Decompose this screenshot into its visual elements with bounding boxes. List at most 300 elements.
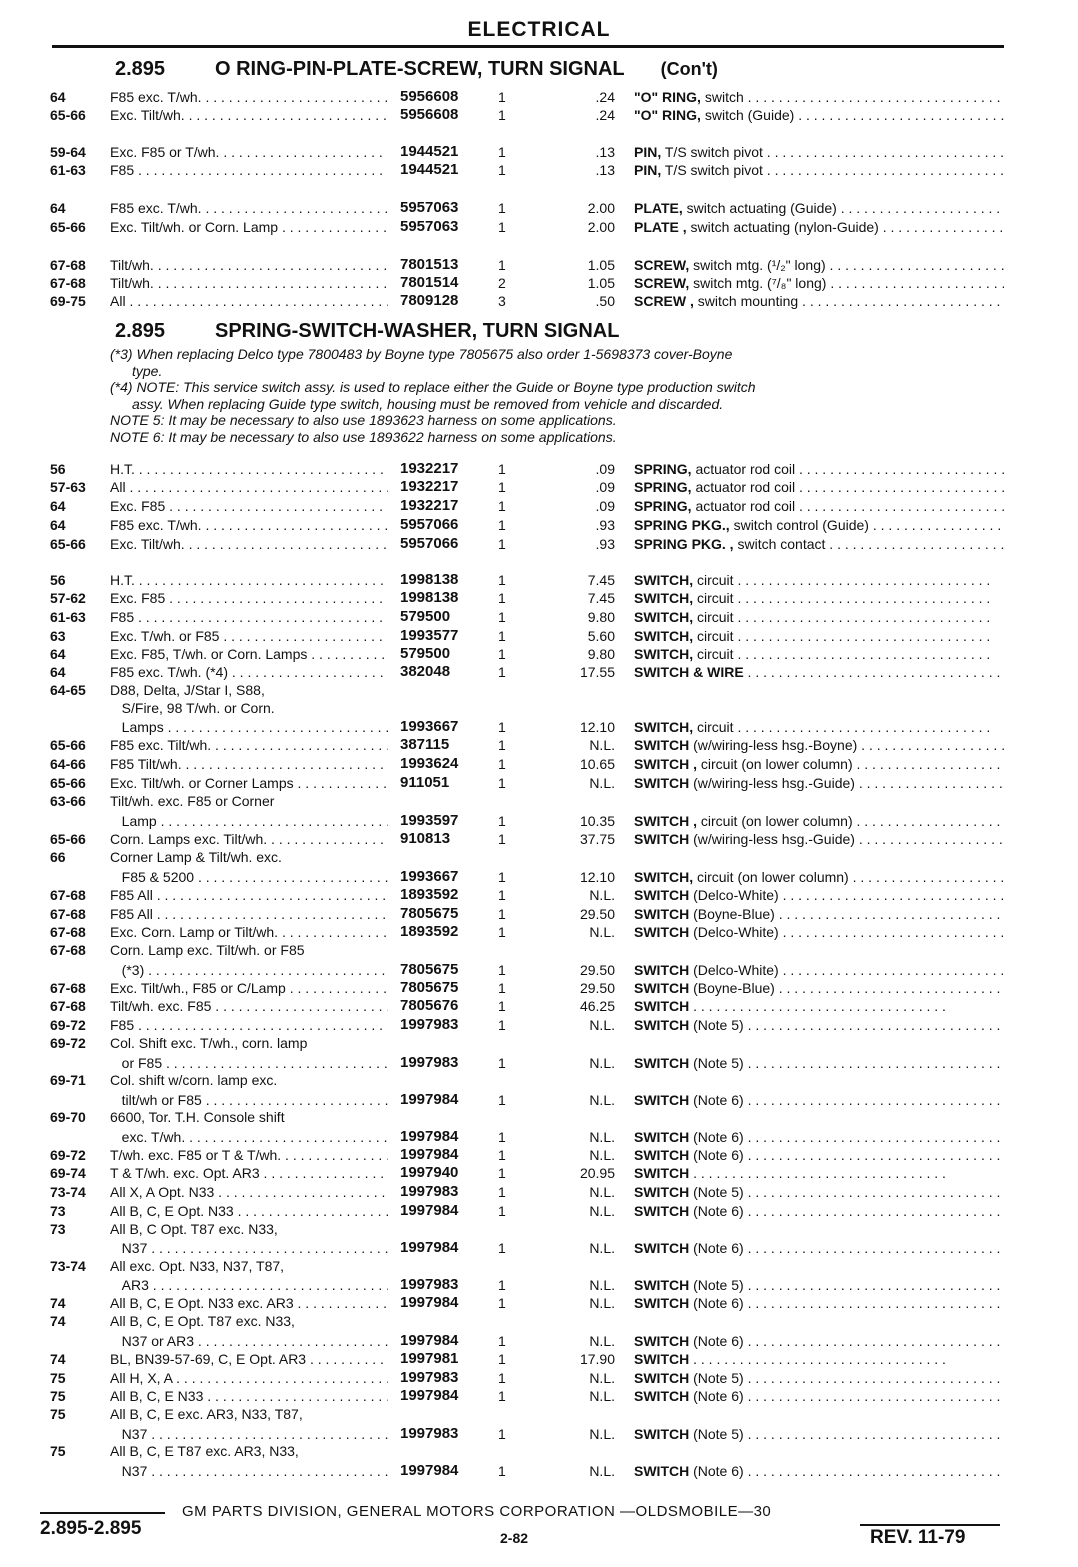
application: All B, C, E Opt. N33 . . . xyxy=(110,1202,388,1220)
model-year: 69-72 xyxy=(50,1017,86,1033)
table-row xyxy=(0,1202,1078,1220)
description-name: SWITCH, xyxy=(634,719,694,735)
application: F85 All . . . xyxy=(110,886,388,904)
footer-rule xyxy=(860,1524,1000,1526)
description-name: SWITCH xyxy=(634,775,690,791)
description-name: PIN, xyxy=(634,162,662,178)
section-title: SPRING-SWITCH-WASHER, TURN SIGNAL xyxy=(215,320,620,342)
description-name: SWITCH xyxy=(634,831,690,847)
description xyxy=(634,589,1004,607)
quantity: 1 xyxy=(498,89,506,105)
part-number: 1993667 xyxy=(400,718,459,735)
description-detail: (Delco-White) xyxy=(689,887,779,903)
model-year: 74 xyxy=(50,1351,66,1367)
description-name: SWITCH xyxy=(634,1277,690,1293)
price: 7.45 xyxy=(587,590,615,606)
table-row xyxy=(0,608,1078,626)
price: N.L. xyxy=(589,1295,615,1311)
table-row xyxy=(0,535,1078,553)
model-year: 74 xyxy=(50,1313,66,1329)
application: N37 . . . xyxy=(110,1239,388,1257)
description-name: SWITCH xyxy=(634,906,690,922)
model-year: 75 xyxy=(50,1443,66,1459)
description-detail: (w/wiring-less hsg.-Guide) xyxy=(689,831,855,847)
price: .13 xyxy=(595,144,615,160)
table-row xyxy=(0,1442,1078,1460)
model-year: 63 xyxy=(50,628,66,644)
model-year: 57-63 xyxy=(50,479,86,495)
description xyxy=(634,979,1004,997)
description-detail: circuit (on lower column) xyxy=(697,756,853,772)
part-number: 1997984 xyxy=(400,1387,459,1404)
section-heading-oring xyxy=(115,58,718,81)
quantity: 1 xyxy=(498,962,506,978)
model-year: 69-72 xyxy=(50,1147,86,1163)
description-detail: (Note 5) xyxy=(689,1370,744,1386)
description-detail: circuit (on lower column) xyxy=(697,813,853,829)
table-row xyxy=(0,645,1078,663)
description xyxy=(634,868,1004,886)
description-detail: (Delco-White) xyxy=(689,962,779,978)
note-line: assy. When replacing Guide type switch, housing must be removed from vehicle and discarded. xyxy=(132,395,724,412)
table-row xyxy=(0,199,1078,217)
description xyxy=(634,645,1004,663)
description-name: SWITCH xyxy=(634,962,690,978)
application: H.T. . . . xyxy=(110,460,388,478)
table-row xyxy=(0,1034,1078,1052)
price: 10.35 xyxy=(579,813,615,829)
section-heading-spring-switch xyxy=(115,320,619,343)
description-detail: switch mtg. (¹/₂" long) xyxy=(689,257,826,273)
description-name: SPRING, xyxy=(634,498,692,514)
part-number: 1944521 xyxy=(400,161,459,178)
application: F85 exc. Tilt/wh. . . . xyxy=(110,736,388,754)
table-row xyxy=(0,1108,1078,1126)
section-number: 2.895 xyxy=(115,320,166,342)
description-name: SWITCH, xyxy=(634,869,694,885)
description-name: SWITCH, xyxy=(634,628,694,644)
table-row xyxy=(0,1369,1078,1387)
description xyxy=(634,1350,1004,1368)
description-name: SCREW , xyxy=(634,293,694,309)
price: 9.80 xyxy=(587,646,615,662)
part-number: 1997981 xyxy=(400,1350,459,1367)
quantity: 1 xyxy=(498,200,506,216)
table-row xyxy=(0,627,1078,645)
quantity: 1 xyxy=(498,479,506,495)
description-name: SWITCH xyxy=(634,1017,690,1033)
description-detail: switch xyxy=(700,89,744,105)
model-year: 67-68 xyxy=(50,257,86,273)
table-row xyxy=(0,718,1078,736)
model-year: 67-68 xyxy=(50,924,86,940)
table-row xyxy=(0,106,1078,124)
model-year: 67-68 xyxy=(50,887,86,903)
model-year: 56 xyxy=(50,461,66,477)
table-row xyxy=(0,1462,1078,1480)
part-number: 1993624 xyxy=(400,755,459,772)
part-number: 1998138 xyxy=(400,571,459,588)
price: N.L. xyxy=(589,1426,615,1442)
part-number: 1997984 xyxy=(400,1202,459,1219)
model-year: 75 xyxy=(50,1406,66,1422)
part-number: 5957063 xyxy=(400,218,459,235)
quantity: 1 xyxy=(498,887,506,903)
part-number: 7809128 xyxy=(400,292,459,309)
description xyxy=(634,460,1004,478)
price: 12.10 xyxy=(579,719,615,735)
application: All B, C, E Opt. T87 exc. N33, xyxy=(110,1313,295,1329)
quantity: 1 xyxy=(498,998,506,1014)
description-name: SWITCH xyxy=(634,1388,690,1404)
description-detail: circuit xyxy=(693,590,734,606)
description xyxy=(634,218,1004,236)
table-row xyxy=(0,1220,1078,1238)
table-row xyxy=(0,961,1078,979)
price: N.L. xyxy=(589,1277,615,1293)
description-name: SWITCH xyxy=(634,1165,690,1181)
part-number: 7805675 xyxy=(400,979,459,996)
table-row xyxy=(0,886,1078,904)
description-detail: circuit (on lower column) xyxy=(693,869,849,885)
description xyxy=(634,627,1004,645)
model-year: 65-66 xyxy=(50,107,86,123)
price: 37.75 xyxy=(579,831,615,847)
model-year: 63-66 xyxy=(50,793,86,809)
model-year: 64 xyxy=(50,517,66,533)
part-number: 579500 xyxy=(400,608,451,625)
description xyxy=(634,1091,1004,1109)
model-year: 67-68 xyxy=(50,275,86,291)
application: Corn. Lamp exc. Tilt/wh. or F85 xyxy=(110,942,305,958)
part-number: 910813 xyxy=(400,830,451,847)
model-year: 65-66 xyxy=(50,536,86,552)
description-detail: (Note 6) xyxy=(689,1129,744,1145)
quantity: 1 xyxy=(498,498,506,514)
quantity: 1 xyxy=(498,1351,506,1367)
part-number: 1997983 xyxy=(400,1183,459,1200)
description xyxy=(634,535,1004,553)
description xyxy=(634,1183,1004,1201)
quantity: 1 xyxy=(498,737,506,753)
part-number: 5957066 xyxy=(400,535,459,552)
part-number: 1932217 xyxy=(400,497,459,514)
description-name: SWITCH , xyxy=(634,813,697,829)
description xyxy=(634,199,1004,217)
application: All B, C Opt. T87 exc. N33, xyxy=(110,1221,278,1237)
part-number: 1993577 xyxy=(400,627,459,644)
description-name: SWITCH xyxy=(634,1426,690,1442)
price: N.L. xyxy=(589,1184,615,1200)
table-row xyxy=(0,1257,1078,1275)
quantity: 1 xyxy=(498,1277,506,1293)
model-year: 73-74 xyxy=(50,1184,86,1200)
model-year: 64 xyxy=(50,664,66,680)
quantity: 1 xyxy=(498,1370,506,1386)
price: .24 xyxy=(595,89,615,105)
table-row xyxy=(0,256,1078,274)
price: N.L. xyxy=(589,1017,615,1033)
description-name: SWITCH, xyxy=(634,609,694,625)
table-row xyxy=(0,1387,1078,1405)
description-detail: (Delco-White) xyxy=(689,924,779,940)
description-name: SCREW, xyxy=(634,257,690,273)
part-number: 579500 xyxy=(400,645,451,662)
model-year: 75 xyxy=(50,1388,66,1404)
description xyxy=(634,1387,1004,1405)
model-year: 69-70 xyxy=(50,1109,86,1125)
application: F85 exc. T/wh. (*4) . . . xyxy=(110,663,388,681)
table-row xyxy=(0,1312,1078,1330)
description-name: SWITCH xyxy=(634,1055,690,1071)
part-number: 1997984 xyxy=(400,1146,459,1163)
part-number: 1997984 xyxy=(400,1091,459,1108)
price: .13 xyxy=(595,162,615,178)
quantity: 1 xyxy=(498,461,506,477)
model-year: 64-66 xyxy=(50,756,86,772)
price: 17.55 xyxy=(579,664,615,680)
application: Exc. F85 or T/wh. . . . xyxy=(110,143,388,161)
application: Exc. F85 . . . xyxy=(110,497,388,515)
description-name: SWITCH xyxy=(634,1184,690,1200)
description-detail: T/S switch pivot xyxy=(661,162,763,178)
application: All H, X, A . . . xyxy=(110,1369,388,1387)
table-row xyxy=(0,663,1078,681)
price: .09 xyxy=(595,461,615,477)
price: 29.50 xyxy=(579,962,615,978)
note-line: (*3) When replacing Delco type 7800483 by Boyne type 7805675 also order 1-5698373 cover-Boyne xyxy=(110,346,733,362)
table-row xyxy=(0,1146,1078,1164)
description-name: SPRING PKG., xyxy=(634,517,730,533)
description xyxy=(634,478,1004,496)
table-row xyxy=(0,516,1078,534)
model-year: 65-66 xyxy=(50,219,86,235)
description-detail: (Note 5) xyxy=(689,1184,744,1200)
application: T/wh. exc. F85 or T & T/wh. . . . xyxy=(110,1146,388,1164)
description-name: SWITCH xyxy=(634,1351,690,1367)
part-number: 7805675 xyxy=(400,905,459,922)
part-number: 7801513 xyxy=(400,256,459,273)
table-row xyxy=(0,1405,1078,1423)
application: All . . . xyxy=(110,292,388,310)
description xyxy=(634,1016,1004,1034)
part-number: 1997983 xyxy=(400,1276,459,1293)
application: All B, C, E Opt. N33 exc. AR3 . . . xyxy=(110,1294,388,1312)
quantity: 1 xyxy=(498,1184,506,1200)
description-detail: circuit xyxy=(693,646,734,662)
application: All B, C, E N33 . . . xyxy=(110,1387,388,1405)
description xyxy=(634,718,1004,736)
description-name: SPRING, xyxy=(634,461,692,477)
part-number: 1893592 xyxy=(400,923,459,940)
price: .09 xyxy=(595,498,615,514)
description-detail: (Note 6) xyxy=(689,1333,744,1349)
table-row xyxy=(0,88,1078,106)
application: or F85 . . . xyxy=(110,1054,388,1072)
quantity: 1 xyxy=(498,572,506,588)
table-row xyxy=(0,1350,1078,1368)
description xyxy=(634,905,1004,923)
description xyxy=(634,923,1004,941)
application: tilt/wh or F85 . . . xyxy=(110,1091,388,1109)
price: 46.25 xyxy=(579,998,615,1014)
table-row xyxy=(0,681,1078,699)
price: N.L. xyxy=(589,1370,615,1386)
model-year: 66 xyxy=(50,849,66,865)
description xyxy=(634,830,1004,848)
part-number: 1998138 xyxy=(400,589,459,606)
quantity: 1 xyxy=(498,1055,506,1071)
description-detail: (w/wiring-less hsg.-Boyne) xyxy=(689,737,858,753)
quantity: 1 xyxy=(498,1203,506,1219)
model-year: 65-66 xyxy=(50,737,86,753)
part-number: 1993597 xyxy=(400,812,459,829)
description xyxy=(634,961,1004,979)
application: F85 exc. T/wh. . . . xyxy=(110,199,388,217)
description-name: SWITCH xyxy=(634,1295,690,1311)
quantity: 1 xyxy=(498,1017,506,1033)
price: .93 xyxy=(595,517,615,533)
price: N.L. xyxy=(589,1463,615,1479)
part-number: 387115 xyxy=(400,736,450,753)
table-row xyxy=(0,1091,1078,1109)
table-row xyxy=(0,143,1078,161)
table-row xyxy=(0,161,1078,179)
part-number: 1997983 xyxy=(400,1054,459,1071)
model-year: 57-62 xyxy=(50,590,86,606)
quantity: 1 xyxy=(498,980,506,996)
model-year: 69-75 xyxy=(50,293,86,309)
price: 9.80 xyxy=(587,609,615,625)
application: exc. T/wh. . . . xyxy=(110,1128,388,1146)
description-name: "O" RING, xyxy=(634,107,701,123)
price: .93 xyxy=(595,536,615,552)
part-number: 5956608 xyxy=(400,88,459,105)
application: Lamp . . . xyxy=(110,812,388,830)
table-row xyxy=(0,812,1078,830)
quantity: 1 xyxy=(498,646,506,662)
quantity: 1 xyxy=(498,536,506,552)
application: Exc. Tilt/wh. . . . xyxy=(110,106,388,124)
description-name: SWITCH, xyxy=(634,646,694,662)
table-row xyxy=(0,941,1078,959)
model-year: 64 xyxy=(50,89,66,105)
description-name: SWITCH xyxy=(634,924,690,940)
application: F85 . . . xyxy=(110,608,388,626)
quantity: 1 xyxy=(498,869,506,885)
description-name: SWITCH xyxy=(634,1370,690,1386)
description-name: SWITCH xyxy=(634,1147,690,1163)
description xyxy=(634,143,1004,161)
application: H.T. . . . xyxy=(110,571,388,589)
quantity: 1 xyxy=(498,144,506,160)
notes-block xyxy=(110,346,1010,445)
price: 29.50 xyxy=(579,906,615,922)
description-name: SWITCH xyxy=(634,887,690,903)
part-number: 1997983 xyxy=(400,1016,459,1033)
description-name: SWITCH & WIRE xyxy=(634,664,744,680)
model-year: 73 xyxy=(50,1221,66,1237)
table-row xyxy=(0,848,1078,866)
note-line: (*4) NOTE: This service switch assy. is used to replace either the Guide or Boyne type production switch xyxy=(110,379,756,395)
description xyxy=(634,1054,1004,1072)
part-number: 1997984 xyxy=(400,1332,459,1349)
description-name: SWITCH xyxy=(634,980,690,996)
description-detail: switch (Guide) xyxy=(700,107,795,123)
quantity: 1 xyxy=(498,1165,506,1181)
description-name: PLATE , xyxy=(634,219,687,235)
application: Tilt/wh. . . . xyxy=(110,256,388,274)
description xyxy=(634,1276,1004,1294)
quantity: 1 xyxy=(498,813,506,829)
model-year: 73-74 xyxy=(50,1258,86,1274)
description-name: PIN, xyxy=(634,144,662,160)
description xyxy=(634,1425,1004,1443)
note-line: NOTE 5: It may be necessary to also use 1893623 harness on some applications. xyxy=(110,412,617,428)
table-row xyxy=(0,736,1078,754)
model-year: 69-72 xyxy=(50,1035,86,1051)
quantity: 1 xyxy=(498,590,506,606)
application: Corn. Lamps exc. Tilt/wh. . . . xyxy=(110,830,388,848)
application: Exc. Corn. Lamp or Tilt/wh. . . . xyxy=(110,923,388,941)
part-number: 1997940 xyxy=(400,1164,459,1181)
description xyxy=(634,571,1004,589)
price: .24 xyxy=(595,107,615,123)
description-detail: switch control (Guide) xyxy=(729,517,869,533)
quantity: 1 xyxy=(498,1388,506,1404)
price: 5.60 xyxy=(587,628,615,644)
description-detail: actuator rod coil xyxy=(691,479,796,495)
part-number: 7801514 xyxy=(400,274,459,291)
application: Corner Lamp & Tilt/wh. exc. xyxy=(110,849,282,865)
note-line: NOTE 6: It may be necessary to also use 1893622 harness on some applications. xyxy=(110,428,617,445)
application: Exc. Tilt/wh. or Corner Lamps . . . xyxy=(110,774,388,792)
description xyxy=(634,497,1004,515)
part-number: 1893592 xyxy=(400,886,459,903)
description-name: SWITCH xyxy=(634,1129,690,1145)
price: N.L. xyxy=(589,1092,615,1108)
quantity: 1 xyxy=(498,831,506,847)
table-row xyxy=(0,1054,1078,1072)
model-year: 67-68 xyxy=(50,998,86,1014)
description-name: SWITCH, xyxy=(634,590,694,606)
part-number: 5957066 xyxy=(400,516,459,533)
description-detail: (Note 6) xyxy=(689,1203,744,1219)
application: Exc. Tilt/wh. or Corn. Lamp . . . xyxy=(110,218,388,236)
application: (*3) . . . xyxy=(110,961,388,979)
model-year: 65-66 xyxy=(50,831,86,847)
price: N.L. xyxy=(589,1147,615,1163)
section-continued: (Con't) xyxy=(660,59,718,79)
description-detail: (Note 6) xyxy=(689,1147,744,1163)
description-detail: actuator rod coil xyxy=(691,498,796,514)
application: BL, BN39-57-69, C, E Opt. AR3 . . . xyxy=(110,1350,388,1368)
description-name: SPRING, xyxy=(634,479,692,495)
application: Exc. F85 . . . xyxy=(110,589,388,607)
description xyxy=(634,1294,1004,1312)
description xyxy=(634,608,1004,626)
description xyxy=(634,663,1004,681)
note-line: type. xyxy=(132,362,163,379)
quantity: 1 xyxy=(498,1333,506,1349)
model-year: 65-66 xyxy=(50,775,86,791)
model-year: 74 xyxy=(50,1295,66,1311)
application: Col. shift w/corn. lamp exc. xyxy=(110,1072,278,1088)
model-year: 69-71 xyxy=(50,1072,86,1088)
description-detail: T/S switch pivot xyxy=(661,144,763,160)
price: N.L. xyxy=(589,737,615,753)
application: Lamps . . . xyxy=(110,718,388,736)
